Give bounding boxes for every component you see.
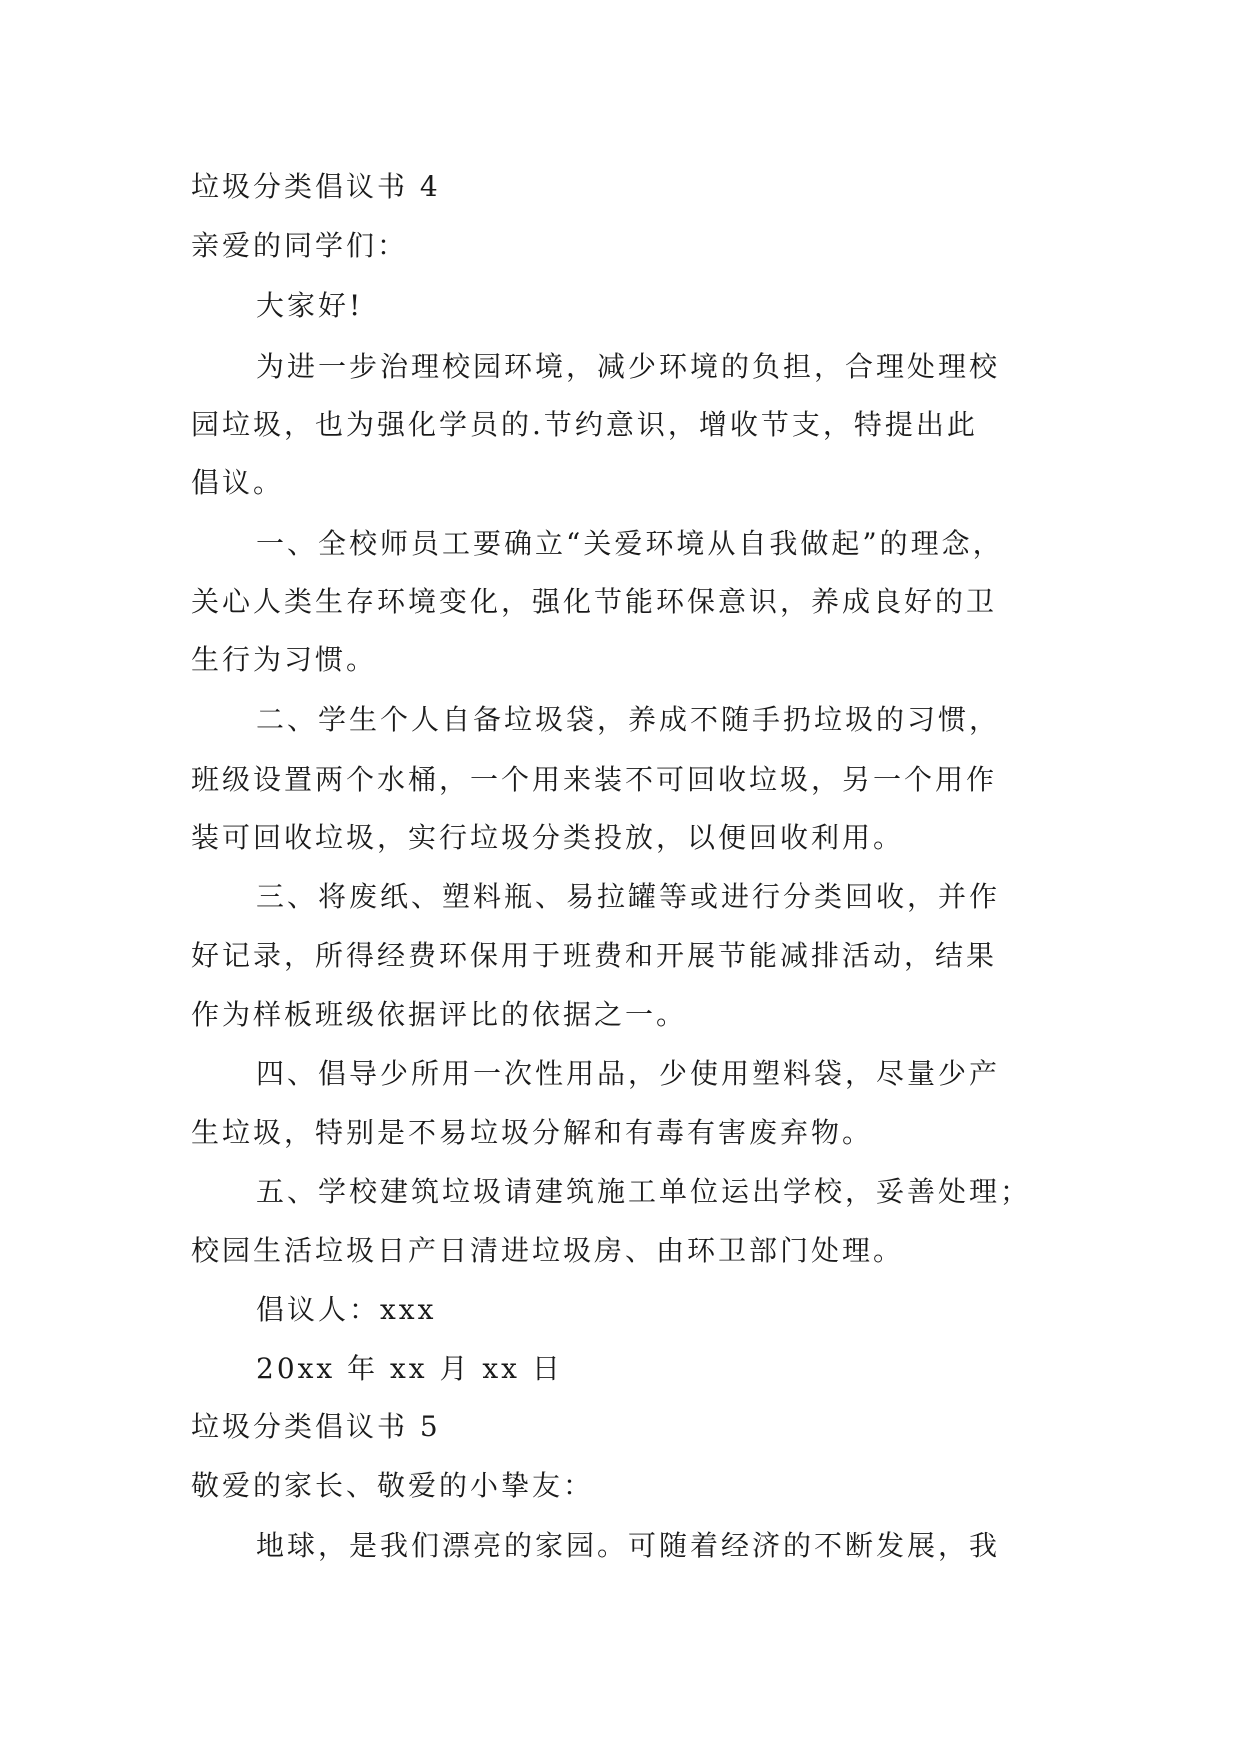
item4-line-1: 四、倡导少所用一次性用品，少使用塑料袋，尽量少产 (256, 1057, 1001, 1090)
item1-line-2: 关心人类生存环境变化，强化节能环保意识，养成良好的卫 (191, 585, 998, 618)
intro-line-1: 为进一步治理校园环境，减少环境的负担，合理处理校 (256, 350, 1001, 383)
item4-line-2: 生垃圾，特别是不易垃圾分解和有毒有害废弃物。 (191, 1116, 874, 1149)
item5-line-2: 校园生活垃圾日产日清进垃圾房、由环卫部门处理。 (191, 1234, 905, 1267)
salutation-4: 亲爱的同学们： (191, 229, 409, 262)
signer: 倡议人：xxx (256, 1293, 437, 1326)
date: 20xx 年 xx 月 xx 日 (256, 1352, 563, 1385)
item1-line-3: 生行为习惯。 (191, 643, 378, 676)
salutation-5: 敬爱的家长、敬爱的小挚友： (191, 1469, 595, 1502)
item2-line-2: 班级设置两个水桶，一个用来装不可回收垃圾，另一个用作 (191, 763, 998, 796)
section5-intro-line-1: 地球，是我们漂亮的家园。可随着经济的不断发展，我 (256, 1529, 1001, 1562)
item1-line-1: 一、全校师员工要确立“关爱环境从自我做起”的理念， (256, 527, 1004, 560)
item2-line-3: 装可回收垃圾，实行垃圾分类投放，以便回收利用。 (191, 821, 905, 854)
item5-line-1: 五、学校建筑垃圾请建筑施工单位运出学校，妥善处理； (256, 1175, 1032, 1208)
intro-line-2: 园垃圾，也为强化学员的.节约意识，增收节支，特提出此 (191, 408, 978, 441)
item2-line-1: 二、学生个人自备垃圾袋，养成不随手扔垃圾的习惯， (256, 703, 1001, 736)
section-title-5: 垃圾分类倡议书 5 (191, 1410, 441, 1443)
item3-line-1: 三、将废纸、塑料瓶、易拉罐等或进行分类回收，并作 (256, 880, 1001, 913)
greeting: 大家好! (256, 289, 364, 322)
section-title-4: 垃圾分类倡议书 4 (191, 170, 441, 203)
item3-line-2: 好记录，所得经费环保用于班费和开展节能减排活动，结果 (191, 939, 998, 972)
item3-line-3: 作为样板班级依据评比的依据之一。 (191, 998, 688, 1031)
intro-line-3: 倡议。 (191, 466, 285, 499)
